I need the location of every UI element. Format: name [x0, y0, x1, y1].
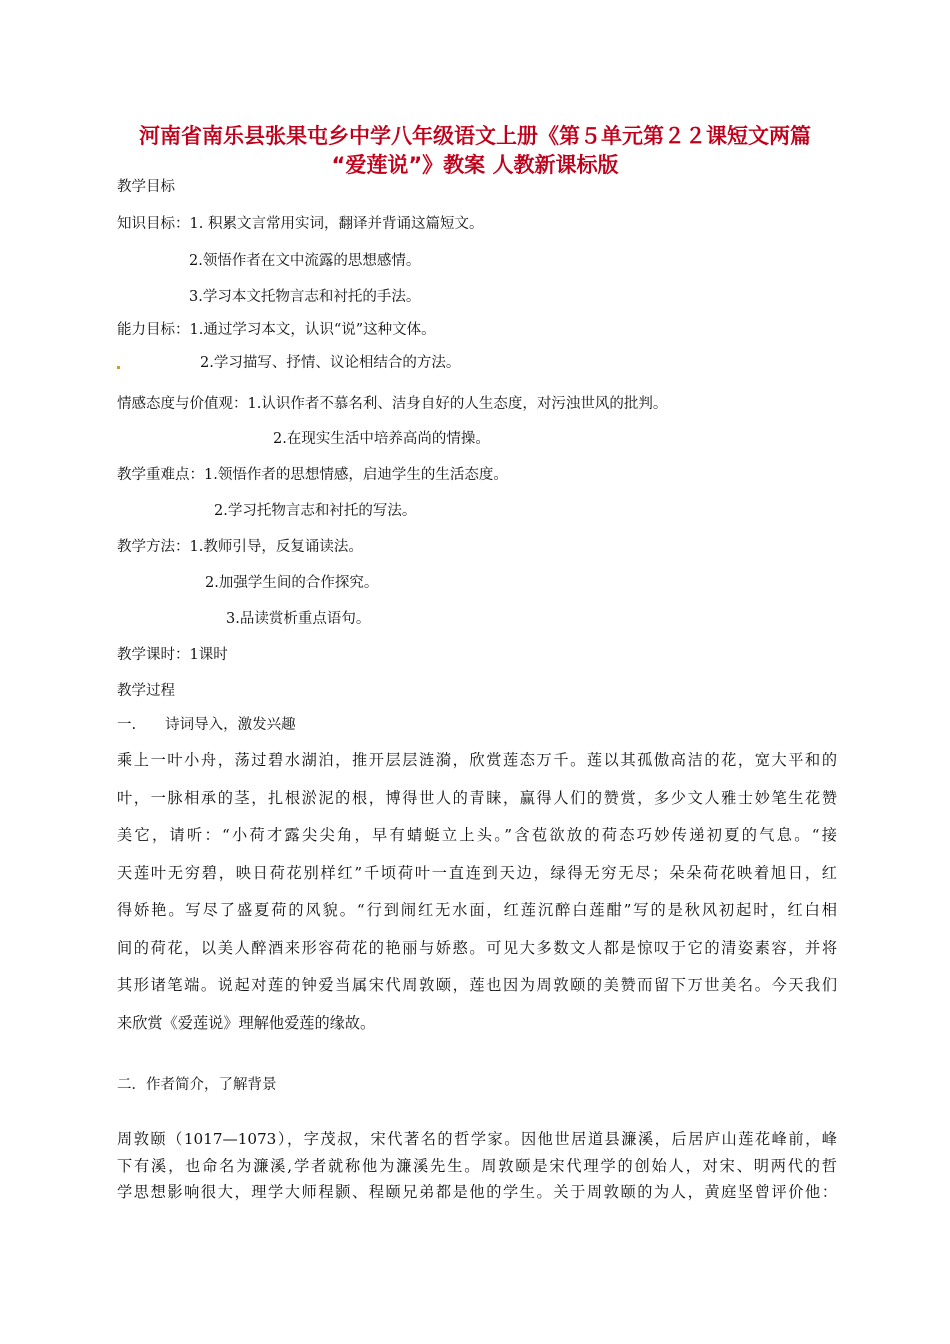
paragraph-line: 学思想影响很大，理学大师程颢、程颐兄弟都是他的学生。关于周敦颐的为人，黄庭坚曾评价他：	[117, 1183, 837, 1201]
paragraph-line: 来欣赏《爱莲说》理解他爱莲的缘故。	[117, 1013, 376, 1032]
document-title-line-1: 河南省南乐县张果屯乡中学八年级语文上册《第５单元第２２课短文两篇	[139, 124, 811, 148]
teaching-goals-heading: 教学目标	[117, 179, 175, 195]
paragraph-line: 间的荷花，以美人醉酒来形容荷花的艳丽与娇憨。可见大多数文人都是惊叹于它的清姿素容，并将	[117, 938, 837, 957]
process-heading: 教学过程	[117, 683, 175, 699]
ability-goal-2: 2.学习描写、抒情、议论相结合的方法。	[200, 355, 461, 371]
paragraph-line: 美它，请听：“小荷才露尖尖角，早有蜻蜓立上头。”含苞欲放的荷态巧妙传递初夏的气息。“接	[117, 826, 837, 844]
knowledge-goal-2: 2.领悟作者在文中流露的思想感情。	[189, 253, 421, 269]
paragraph-line: 得娇艳。写尽了盛夏荷的风貌。“行到闹红无水面，红莲沉醉白莲酣”写的是秋风初起时，红白相	[117, 901, 837, 919]
section-1-paragraph	[117, 750, 837, 1050]
paragraph-line: 周敦颐（1017—1073），字茂叔，宋代著名的哲学家。因他世居道县濂溪，后居庐山莲花峰前，峰	[117, 1130, 837, 1148]
section-2-paragraph	[117, 1129, 837, 1209]
ability-goal-1: 能力目标：1.通过学习本文，认识“说”这种文体。	[117, 322, 436, 338]
method-1: 教学方法：1.教师引导，反复诵读法。	[117, 539, 363, 555]
emotion-goal-1: 情感态度与价值观：1.认识作者不慕名利、洁身自好的人生态度，对污浊世风的批判。	[117, 396, 668, 412]
stray-dot-mark	[117, 366, 120, 369]
key-point-2: 2.学习托物言志和衬托的写法。	[214, 503, 417, 519]
knowledge-goal-3: 3.学习本文托物言志和衬托的手法。	[189, 289, 421, 305]
paragraph-line: 叶，一脉相承的茎，扎根淤泥的根，博得世人的青睐，赢得人们的赞赏，多少文人雅士妙笔生花赞	[117, 788, 837, 807]
section-1-heading: 一. 诗词导入，激发兴趣	[117, 717, 296, 733]
paragraph-line: 乘上一叶小舟，荡过碧水湖泊，推开层层涟漪，欣赏莲态万千。莲以其孤傲高洁的花，宽大平和的	[117, 751, 837, 769]
class-hours: 教学课时：1课时	[117, 647, 228, 663]
paragraph-line: 下有溪，也命名为濂溪,学者就称他为濂溪先生。周敦颐是宋代理学的创始人，对宋、明两代的哲	[117, 1156, 837, 1175]
knowledge-goal-1: 知识目标：1. 积累文言常用实词，翻译并背诵这篇短文。	[117, 216, 484, 232]
paragraph-line: 其形诸笔端。说起对莲的钟爱当属宋代周敦颐，莲也因为周敦颐的美赞而留下万世美名。今天我们	[117, 976, 837, 994]
section-2-heading: 二．作者简介，了解背景	[117, 1077, 277, 1093]
method-3: 3.品读赏析重点语句。	[226, 611, 371, 627]
key-point-1: 教学重难点：1.领悟作者的思想情感，启迪学生的生活态度。	[117, 467, 508, 483]
emotion-goal-2: 2.在现实生活中培养高尚的情操。	[273, 431, 490, 447]
document-title-line-2: “爱莲说”》教案 人教新课标版	[331, 153, 619, 177]
paragraph-line: 天莲叶无穷碧，映日荷花别样红”千顷荷叶一直连到天边，绿得无穷无尽；朵朵荷花映着旭日，红	[117, 863, 837, 882]
method-2: 2.加强学生间的合作探究。	[205, 575, 379, 591]
